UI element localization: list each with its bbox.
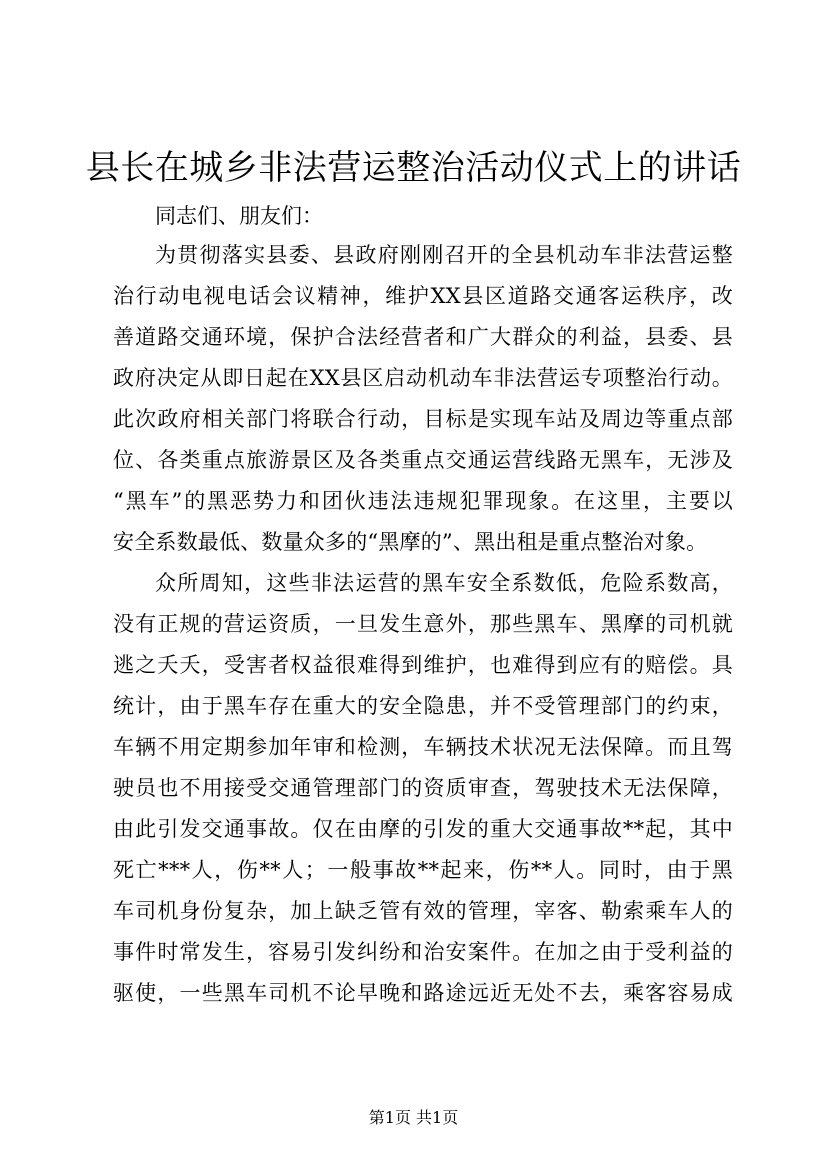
text-line: 死亡***人，伤**人；一般事故**起来，伤**人。同时，由于黑 bbox=[113, 858, 733, 882]
page-footer: 第1页 共1页 bbox=[368, 1108, 459, 1127]
text-line: 车司机身份复杂，加上缺乏管有效的管理，宰客、勒索乘车人的 bbox=[113, 899, 733, 923]
text-line: 事件时常发生，容易引发纠纷和治安案件。在加之由于受利益的 bbox=[113, 940, 733, 964]
text-line: 位、各类重点旅游景区及各类重点交通运营线路无黑车，无涉及 bbox=[113, 448, 733, 472]
text-line: 政府决定从即日起在XX县区启动机动车非法营运专项整治行动。 bbox=[113, 366, 733, 390]
text-line: 由此引发交通事故。仅在由摩的引发的重大交通事故**起，其中 bbox=[113, 817, 733, 841]
text-line: 驱使，一些黑车司机不论早晚和路途远近无处不去，乘客容易成 bbox=[113, 981, 733, 1005]
text-line: 众所周知，这些非法运营的黑车安全系数低，危险系数高， bbox=[155, 571, 733, 595]
text-line: 为贯彻落实县委、县政府刚刚召开的全县机动车非法营运整 bbox=[155, 243, 733, 267]
text-line: 安全系数最低、数量众多的“黑摩的”、黑出租是重点整治对象。 bbox=[113, 530, 708, 554]
text-line: 车辆不用定期参加年审和检测，车辆技术状况无法保障。而且驾 bbox=[113, 735, 733, 759]
text-line: 此次政府相关部门将联合行动，目标是实现车站及周边等重点部 bbox=[113, 407, 733, 431]
text-line: 没有正规的营运资质，一旦发生意外，那些黑车、黑摩的司机就 bbox=[113, 612, 733, 636]
text-line: 逃之夭夭，受害者权益很难得到维护，也难得到应有的赔偿。具 bbox=[113, 653, 733, 677]
text-line: 治行动电视电话会议精神，维护XX县区道路交通客运秩序，改 bbox=[113, 284, 733, 308]
text-line: 统计，由于黑车存在重大的安全隐患，并不受管理部门的约束， bbox=[113, 694, 733, 718]
greeting-line: 同志们、朋友们： bbox=[155, 204, 323, 228]
text-line: “黑车”的黑恶势力和团伙违法违规犯罪现象。在这里，主要以 bbox=[113, 489, 733, 513]
document-title: 县长在城乡非法营运整治活动仪式上的讲话 bbox=[85, 148, 742, 188]
text-line: 善道路交通环境，保护合法经营者和广大群众的利益，县委、县 bbox=[113, 325, 733, 349]
text-line: 驶员也不用接受交通管理部门的资质审查，驾驶技术无法保障， bbox=[113, 776, 733, 800]
